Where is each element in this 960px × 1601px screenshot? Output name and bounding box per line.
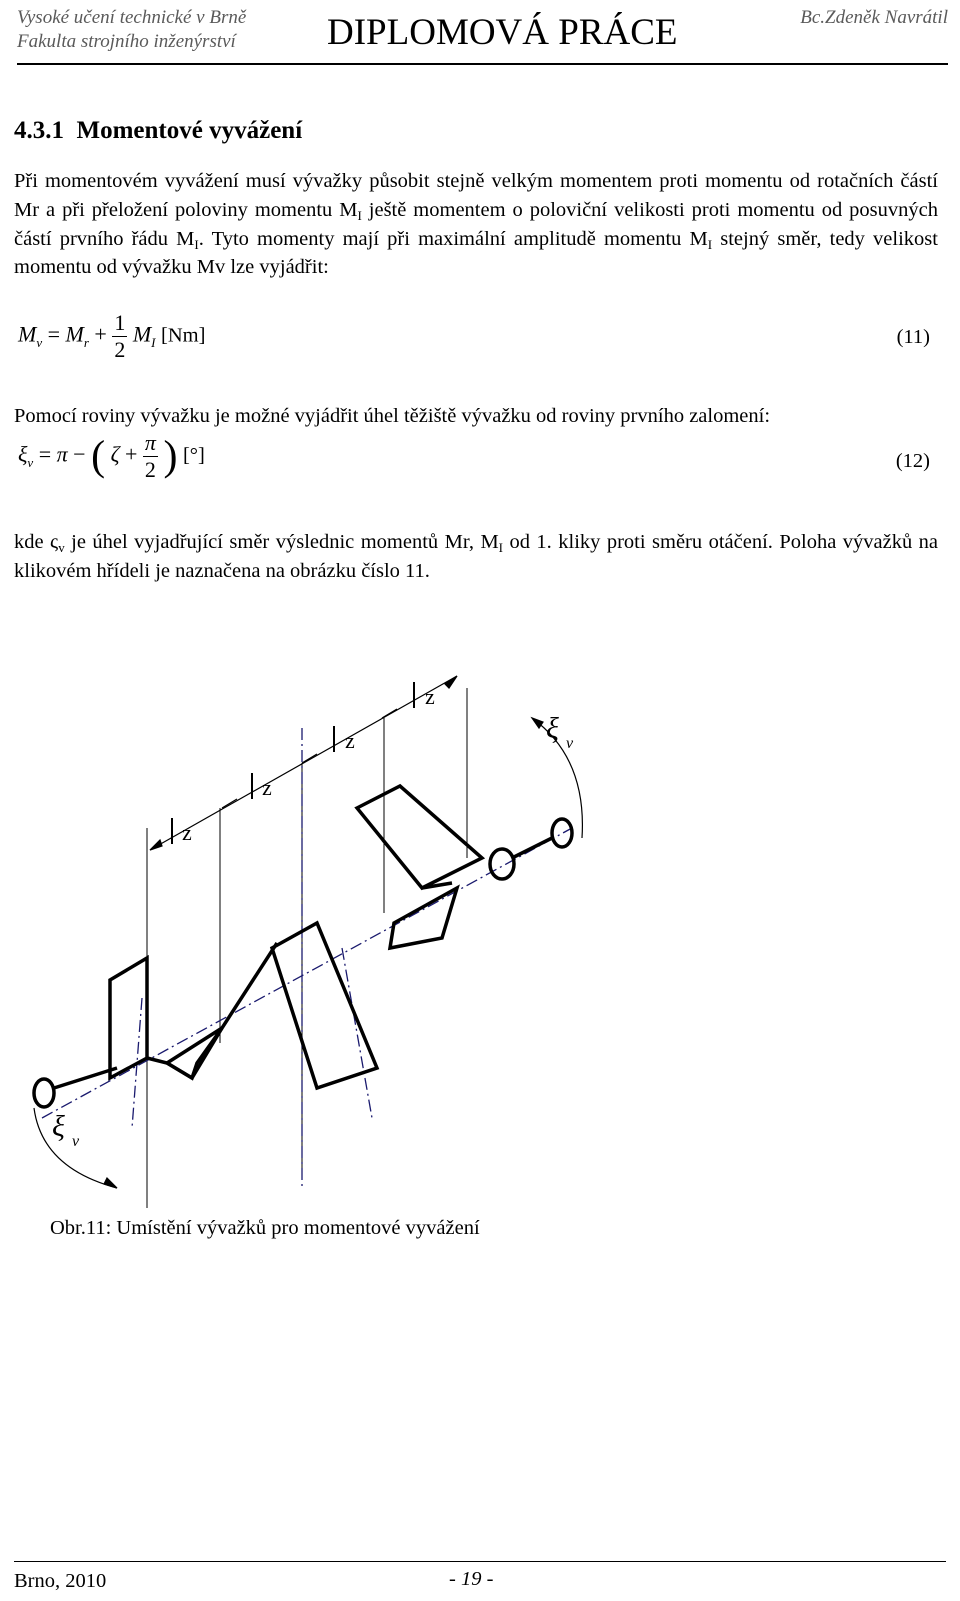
para1-text-1: Při momentovém vyvážení musí vývažky působit stejně velkým momentem proti momentu od rotačních částí Mr a při přeložení poloviny momentu M [14,170,938,221]
faculty-name: Fakulta strojního inženýrství [17,31,236,52]
para1-sub-2: I [194,236,199,252]
eq12-symbol-xi: ξ [18,441,28,467]
equation-12: $\xi_v = \pi$ − ( ζ + $\frac{\pi}{2}$ ) [°] [18,430,205,482]
eq11-numerator: 1 [114,310,126,335]
figure-caption: Obr.11: Umístění vývažků pro momentové vyvážení [50,1217,480,1239]
para3-sub-2: I [498,540,504,555]
para1-sub-1: I [357,207,362,223]
para1-sub-3: I [707,236,713,252]
balance-weights [34,819,572,1107]
eq11-symbol-m: M [132,321,152,347]
paragraph-1 [14,167,938,282]
crank-webs [110,786,482,1088]
eq11-denominator: 2 [114,337,126,362]
paragraph-2: Pomocí roviny vývažku je možné vyjádřit úhel těžiště vývažku od roviny prvního zalomení: [14,405,771,427]
xi-label-top: ξ [546,712,559,745]
dimension-lines [150,676,457,850]
eq11-fraction [112,310,127,363]
para3-text-1: kde ς [14,531,59,553]
eq12-plus: + [124,441,138,467]
eq12-fraction [143,430,158,483]
eq12-zeta: ζ [110,441,120,467]
dimension-ticks [172,682,414,844]
z-label-4: z [425,684,435,709]
eq12-pi: π [56,441,68,467]
eq12-denominator: 2 [144,457,156,482]
shaft-axis [42,728,572,1188]
crankshaft-figure [12,668,612,1216]
eq11-sub-r: r [83,334,89,350]
header-divider [17,63,948,65]
equation-12-number: (12) [895,450,930,472]
eq11-sub-i: I [151,334,156,350]
eq11-sub-v: v [36,334,43,350]
projection-lines [147,688,467,1208]
section-title: 4.3.1 Momentové vyvážení [14,117,303,144]
eq12-unit: [°] [182,444,205,467]
z-label-3: z [345,728,355,753]
para3-sub-1: v [58,540,65,555]
author-name: Bc.Zdeněk Navrátil [800,7,948,28]
eq12-sub-v: v [27,454,34,470]
xi-sub-bottom: v [72,1133,80,1150]
z-label-2: z [262,775,272,800]
para3-text-2: je úhel vyjadřující směr výslednic momentů Mr, M [64,531,499,553]
eq12-equals: = [38,441,52,467]
xi-label-bottom: ξ [52,1110,65,1143]
footer-place-year: Brno, 2010 [14,1570,107,1592]
para3-text-3: od 1. kliky proti směru otáčení. Poloha vývažků na klikovém hřídeli je naznačena na obrázku číslo 11. [14,531,939,582]
eq12-minus: − [73,441,86,467]
eq11-symbol-m: M [65,321,84,347]
university-name: Vysoké učení technické v Brně [17,7,247,28]
eq12-numerator: π [144,430,156,455]
paragraph-3 [14,528,938,586]
eq11-unit: [Nm] [161,324,206,347]
page-header-left [17,6,246,54]
crank-pins [147,883,452,1078]
page-number: - 19 - [449,1568,494,1590]
para1-text-3: . Tyto momenty mají při maximální amplitudě momentu M [198,227,708,250]
eq11-equals: = [47,321,61,347]
angle-arcs [34,718,582,1188]
footer-divider [14,1561,946,1562]
document-type: DIPLOMOVÁ PRÁCE [327,12,678,53]
eq11-symbol-m: M [18,321,37,347]
equation-11-number: (11) [896,326,930,348]
z-label-1: z [182,820,192,845]
para1-text-2: ještě momentem o poloviční velikosti proti momentu od posuvných částí prvního řádu M [14,198,938,250]
eq11-plus: + [94,321,107,347]
xi-sub-top: v [566,735,574,752]
equation-11 [18,310,205,363]
para1-text-4: stejný směr, tedy velikost momentu od vývažku Mv lze vyjádřit: [14,227,938,279]
